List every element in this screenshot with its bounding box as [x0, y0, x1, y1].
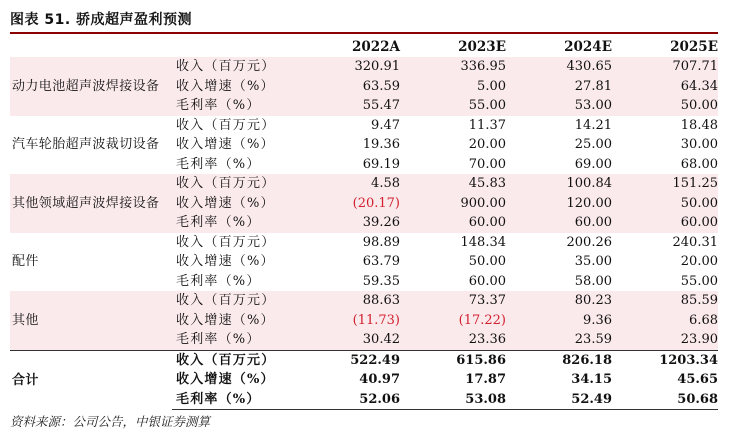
- value-cell: 27.81: [506, 77, 612, 97]
- header-blank: [10, 37, 172, 57]
- value-cell: 59.35: [362, 273, 400, 289]
- table-row: [10, 174, 718, 194]
- metric-label: 毛利率（%）: [172, 96, 294, 116]
- value-cell: 1203.34: [612, 350, 718, 370]
- metric-label: 收入（百万元）: [176, 234, 276, 250]
- value-cell: 73.37: [400, 291, 506, 311]
- value-cell: 522.49: [294, 350, 400, 370]
- value-cell: 68.00: [680, 156, 718, 172]
- value-cell: 55.00: [400, 96, 506, 116]
- value-cell: 60.00: [612, 213, 718, 233]
- value-cell: 9.47: [371, 117, 400, 133]
- value-cell: (17.22): [400, 311, 506, 331]
- value-cell: 23.36: [400, 330, 506, 350]
- value-cell: 85.59: [612, 291, 718, 311]
- metric-label: 收入增速（%）: [172, 77, 294, 97]
- forecast-table: [10, 37, 718, 410]
- value-cell: 20.00: [468, 137, 506, 152]
- value-cell: 58.00: [574, 273, 612, 289]
- table-row: [10, 291, 718, 311]
- value-cell: 45.65: [677, 372, 718, 387]
- value-cell: 60.00: [468, 273, 506, 289]
- metric-label: 毛利率（%）: [172, 213, 294, 233]
- metric-label: 收入增速（%）: [172, 311, 294, 331]
- value-cell: 45.83: [400, 174, 506, 194]
- segment-name: 动力电池超声波焊接设备: [10, 57, 172, 116]
- value-cell: (11.73): [294, 311, 400, 331]
- value-cell: 707.71: [612, 57, 718, 77]
- value-cell: 25.00: [574, 137, 612, 152]
- value-cell: 148.34: [460, 234, 506, 250]
- value-cell: 80.23: [506, 291, 612, 311]
- header-row: [10, 37, 718, 57]
- value-cell: 17.87: [465, 372, 506, 387]
- value-cell: 11.37: [468, 117, 506, 133]
- metric-label: 收入（百万元）: [176, 117, 276, 133]
- value-cell: 430.65: [506, 57, 612, 77]
- table-row: [10, 116, 718, 136]
- value-cell: 52.49: [506, 390, 612, 410]
- metric-label: 收入增速（%）: [172, 194, 294, 214]
- value-cell: 60.00: [400, 213, 506, 233]
- value-cell: 20.00: [680, 254, 718, 269]
- value-cell: 18.48: [680, 117, 718, 133]
- segment-name: 其他领域超声波焊接设备: [10, 174, 172, 233]
- value-cell: 70.00: [468, 156, 506, 172]
- metric-label: 收入（百万元）: [172, 57, 294, 77]
- table-row: [10, 350, 718, 370]
- value-cell: 52.06: [294, 390, 400, 410]
- column-header: 2025E: [670, 39, 718, 55]
- value-cell: 55.47: [294, 96, 400, 116]
- value-cell: 30.42: [294, 330, 400, 350]
- metric-label: 毛利率（%）: [176, 156, 261, 172]
- value-cell: 14.21: [574, 117, 612, 133]
- table-row: [10, 57, 718, 77]
- value-cell: (20.17): [294, 194, 400, 214]
- metric-label: 收入（百万元）: [172, 174, 294, 194]
- value-cell: 50.00: [612, 194, 718, 214]
- value-cell: 19.36: [362, 137, 400, 152]
- metric-label: 收入增速（%）: [176, 254, 275, 269]
- figure-title: 图表 51. 骄成超声盈利预测: [10, 12, 193, 28]
- value-cell: 53.00: [506, 96, 612, 116]
- segment-name: 其他: [10, 291, 172, 350]
- value-cell: 240.31: [672, 234, 718, 250]
- value-cell: 98.89: [362, 234, 400, 250]
- value-cell: 615.86: [400, 350, 506, 370]
- value-cell: 23.59: [506, 330, 612, 350]
- metric-label: 收入增速（%）: [176, 372, 275, 387]
- value-cell: 60.00: [506, 213, 612, 233]
- value-cell: 23.90: [612, 330, 718, 350]
- value-cell: 200.26: [566, 234, 612, 250]
- value-cell: 40.97: [359, 372, 400, 387]
- value-cell: 63.79: [362, 254, 400, 269]
- value-cell: 34.15: [571, 372, 612, 387]
- value-cell: 50.00: [468, 254, 506, 269]
- value-cell: 120.00: [506, 194, 612, 214]
- value-cell: 151.25: [612, 174, 718, 194]
- value-cell: 69.00: [574, 156, 612, 172]
- value-cell: 9.36: [506, 311, 612, 331]
- value-cell: 4.58: [294, 174, 400, 194]
- title-rule: [10, 32, 718, 34]
- metric-label: 毛利率（%）: [172, 330, 294, 350]
- value-cell: 64.34: [612, 77, 718, 97]
- value-cell: 6.68: [612, 311, 718, 331]
- value-cell: 35.00: [574, 254, 612, 269]
- column-header: 2022A: [351, 39, 400, 55]
- column-header: 2023E: [458, 39, 506, 55]
- metric-label: 收入增速（%）: [176, 137, 275, 152]
- source-note: 资料来源：公司公告，中银证券测算: [10, 414, 211, 429]
- value-cell: 826.18: [506, 350, 612, 370]
- value-cell: 50.00: [612, 96, 718, 116]
- value-cell: 39.26: [294, 213, 400, 233]
- metric-label: 毛利率（%）: [172, 390, 294, 410]
- header-blank: [172, 37, 294, 57]
- segment-name: 汽车轮胎超声波裁切设备: [12, 137, 160, 153]
- value-cell: 320.91: [294, 57, 400, 77]
- value-cell: 100.84: [506, 174, 612, 194]
- value-cell: 55.00: [680, 273, 718, 289]
- segment-name: 合计: [10, 350, 172, 410]
- value-cell: 88.63: [294, 291, 400, 311]
- metric-label: 毛利率（%）: [176, 273, 261, 289]
- column-header: 2024E: [564, 39, 612, 55]
- segment-name: 配件: [12, 254, 39, 270]
- value-cell: 50.68: [612, 390, 718, 410]
- value-cell: 900.00: [400, 194, 506, 214]
- value-cell: 5.00: [400, 77, 506, 97]
- value-cell: 63.59: [294, 77, 400, 97]
- table-body: [10, 57, 718, 410]
- metric-label: 收入（百万元）: [172, 350, 294, 370]
- metric-label: 收入（百万元）: [172, 291, 294, 311]
- value-cell: 336.95: [400, 57, 506, 77]
- table-row: [10, 233, 718, 253]
- value-cell: 69.19: [362, 156, 400, 172]
- value-cell: 30.00: [680, 137, 718, 152]
- value-cell: 53.08: [400, 390, 506, 410]
